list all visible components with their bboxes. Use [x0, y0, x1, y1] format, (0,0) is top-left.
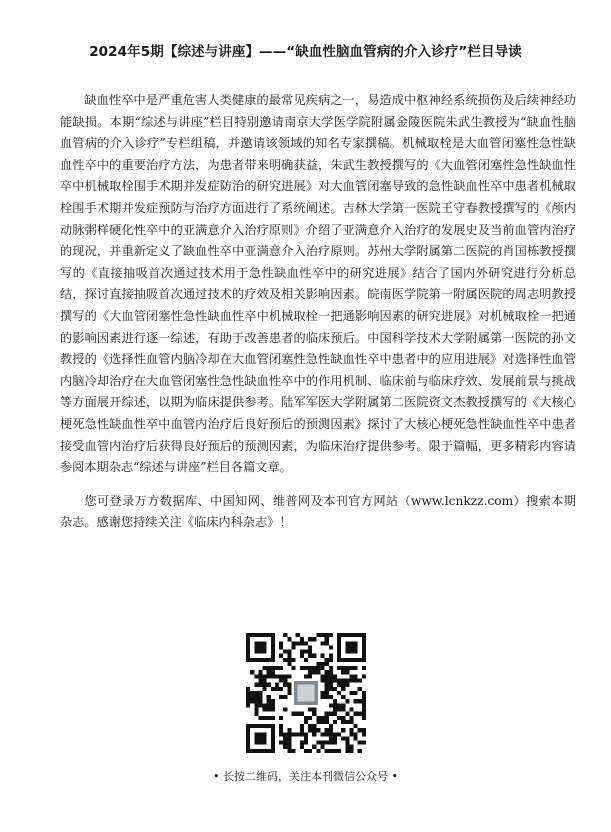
- access-paragraph: 您可登录万方数据库、中国知网、维普网及本刊官方网站（www.lcnkzz.com）搜索本期杂志。感谢您持续关注《临床内科杂志》！: [60, 493, 576, 530]
- wechat-qr-code[interactable]: [246, 633, 366, 753]
- qr-finder-center: [254, 732, 266, 744]
- intro-paragraph: 缺血性卒中是严重危害人类健康的最常见疾病之一，易造成中枢神经系统损伤及后续神经功能缺损。本期“综述与讲座”栏目特别邀请南京大学医学院附属金陵医院朱武生教授为“缺血性脑血管病的介入诊疗”专栏组稿，并邀请该领域的知名专家撰稿。机械取栓是大血管闭塞性急性缺血性卒中的重要治疗方法，为患者带来明确获益，朱武生教授撰写的《大血管闭塞性急性缺血性卒中机械取栓围手术期并发症防治的研究进展》对大血管闭塞导致的急性缺血性卒中患者机械取栓围手术期并发症预防与治疗方面进行了系统阐述。吉林大学第一医院王守春教授撰写的《颅内动脉粥样硬化性卒中的亚满意介入治疗原则》介绍了亚满意介入治疗的发展史及当前血管内治疗的现况，并重新定义了缺血性卒中亚满意介入治疗原则。苏州大学附属第二医院的肖国栋教授撰写的《直接抽吸首次通过技术用于急性缺血性卒中的研究进展》结合了国内外研究进行分析总结，探讨直接抽吸首次通过技术的疗效及相关影响因素。皖南医学院第一附属医院的周志明教授撰写的《大血管闭塞性急性缺血性卒中机械取栓一把通影响因素的研究进展》对机械取栓一把通的影响因素进行逐一综述，有助于改善患者的临床预后。中国科学技术大学附属第一医院的孙文教授的《选择性血管内脑冷却在大血管闭塞性急性缺血性卒中患者中的应用进展》对选择性血管内脑冷却治疗在大血管闭塞性急性缺血性卒中的作用机制、临床前与临床疗效、发展前景与挑战等方面展开综述，以期为临床提供参考。陆军军医大学附属第二医院资文杰教授撰写的《大核心梗死急性缺血性卒中血管内治疗后良好预后的预测因素》探讨了大核心梗死急性缺血性卒中患者接受血管内治疗后获得良好预后的预测因素，为临床治疗提供参考。限于篇幅，更多精彩内容请参阅本期杂志“综述与讲座”栏目各篇文章。: [60, 93, 576, 475]
- qr-finder-center: [254, 641, 266, 653]
- page-title: 2024年5期【综述与讲座】——“缺血性脑血管病的介入诊疗”栏目导读: [89, 44, 522, 60]
- article-body: [60, 90, 576, 534]
- qr-caption: • 长按二维码，关注本刊微信公众号 •: [213, 770, 398, 783]
- qr-finder-center: [345, 641, 357, 653]
